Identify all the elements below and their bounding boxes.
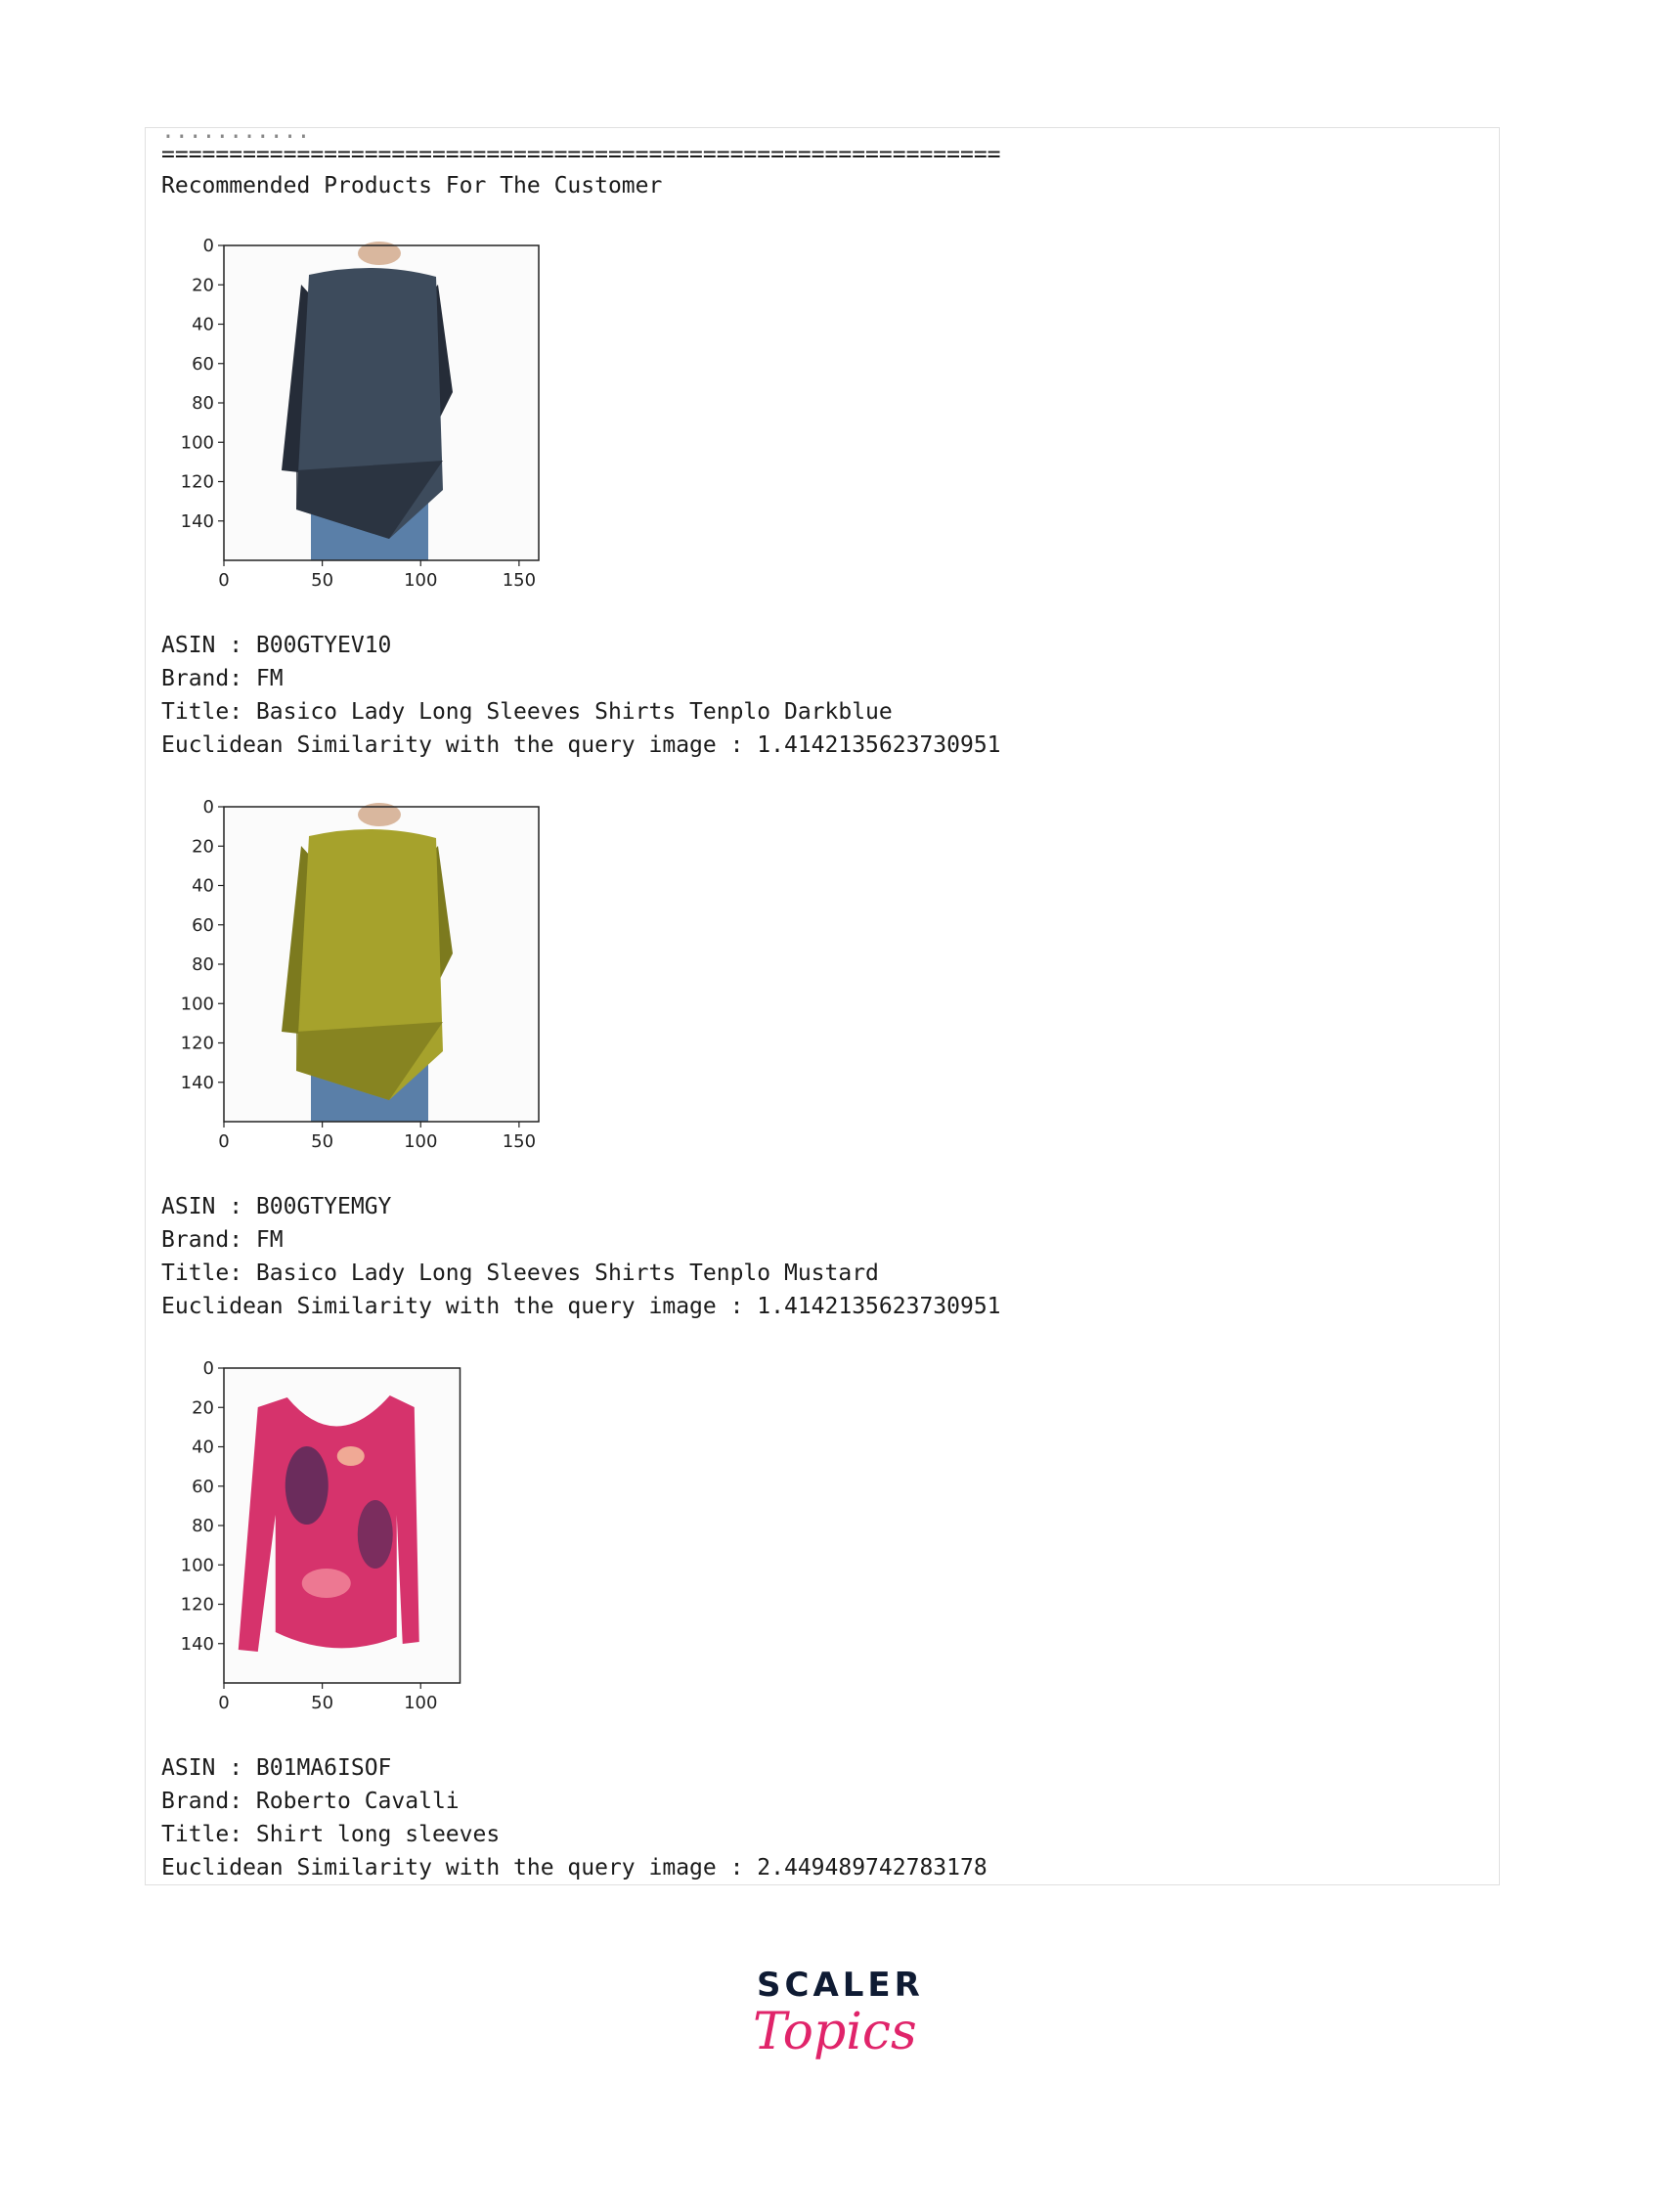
y-tick-label: 20 — [192, 836, 214, 858]
y-tick-label: 80 — [192, 1516, 214, 1536]
y-tick-label: 100 — [180, 994, 214, 1015]
y-tick-label: 60 — [192, 1476, 214, 1497]
y-tick-label: 120 — [180, 471, 214, 493]
asin-line: ASIN : B00GTYEMGY — [161, 1194, 392, 1219]
y-tick-label: 20 — [192, 275, 214, 296]
y-tick-label: 60 — [192, 353, 214, 375]
x-tick-label: 50 — [311, 570, 334, 591]
x-tick-label: 0 — [218, 1693, 230, 1713]
y-tick-label: 100 — [180, 432, 214, 454]
x-tick-label: 150 — [502, 570, 537, 591]
x-tick-label: 50 — [311, 1131, 334, 1152]
y-tick-label: 40 — [192, 314, 214, 335]
scaler-topics-logo — [743, 1966, 929, 2093]
product-image — [224, 1368, 461, 1683]
brand-line: Brand: FM — [161, 1227, 284, 1253]
y-tick-label: 140 — [180, 510, 214, 532]
x-tick-label: 100 — [404, 1131, 438, 1152]
similarity-line: Euclidean Similarity with the query image : 2.449489742783178 — [161, 1855, 988, 1880]
title-line: Title: Basico Lady Long Sleeves Shirts Tenplo Darkblue — [161, 699, 893, 725]
title-line: Title: Shirt long sleeves — [161, 1822, 501, 1847]
y-tick-label: 140 — [180, 1633, 214, 1655]
x-tick-label: 100 — [404, 570, 438, 591]
y-tick-label: 100 — [180, 1555, 214, 1576]
separator-line: ============================================================== — [161, 142, 1001, 167]
x-tick-label: 100 — [404, 1693, 438, 1713]
brand-line: Brand: Roberto Cavalli — [161, 1789, 460, 1814]
notebook-output-cell — [145, 127, 1500, 1885]
output-heading: Recommended Products For The Customer — [161, 173, 663, 199]
product-image-plot-2 — [159, 795, 578, 1161]
y-tick-label: 0 — [202, 797, 214, 818]
cut-off-text-line: ........... — [161, 127, 311, 144]
similarity-line: Euclidean Similarity with the query image : 1.4142135623730951 — [161, 732, 1001, 758]
y-tick-label: 140 — [180, 1072, 214, 1093]
y-tick-label: 120 — [180, 1033, 214, 1054]
x-tick-label: 0 — [218, 1131, 230, 1152]
logo-text-scaler: SCALER — [757, 1966, 924, 2005]
x-tick-label: 150 — [502, 1131, 537, 1152]
title-line: Title: Basico Lady Long Sleeves Shirts Tenplo Mustard — [161, 1261, 879, 1286]
brand-line: Brand: FM — [161, 666, 284, 691]
x-tick-label: 50 — [311, 1693, 334, 1713]
y-tick-label: 120 — [180, 1594, 214, 1615]
logo-text-topics: Topics — [753, 2003, 917, 2061]
asin-line: ASIN : B00GTYEV10 — [161, 633, 392, 658]
product-image — [224, 803, 539, 1122]
y-tick-label: 40 — [192, 875, 214, 897]
y-tick-label: 40 — [192, 1437, 214, 1458]
y-tick-label: 0 — [202, 1358, 214, 1379]
y-tick-label: 20 — [192, 1397, 214, 1419]
similarity-line: Euclidean Similarity with the query image : 1.4142135623730951 — [161, 1294, 1001, 1319]
y-tick-label: 80 — [192, 393, 214, 414]
x-tick-label: 0 — [218, 570, 230, 591]
y-tick-label: 80 — [192, 954, 214, 975]
product-image-plot-1 — [159, 234, 578, 599]
asin-line: ASIN : B01MA6ISOF — [161, 1755, 392, 1781]
y-tick-label: 0 — [202, 236, 214, 256]
product-image-plot-3 — [159, 1356, 500, 1722]
y-tick-label: 60 — [192, 914, 214, 936]
product-image — [224, 242, 539, 560]
